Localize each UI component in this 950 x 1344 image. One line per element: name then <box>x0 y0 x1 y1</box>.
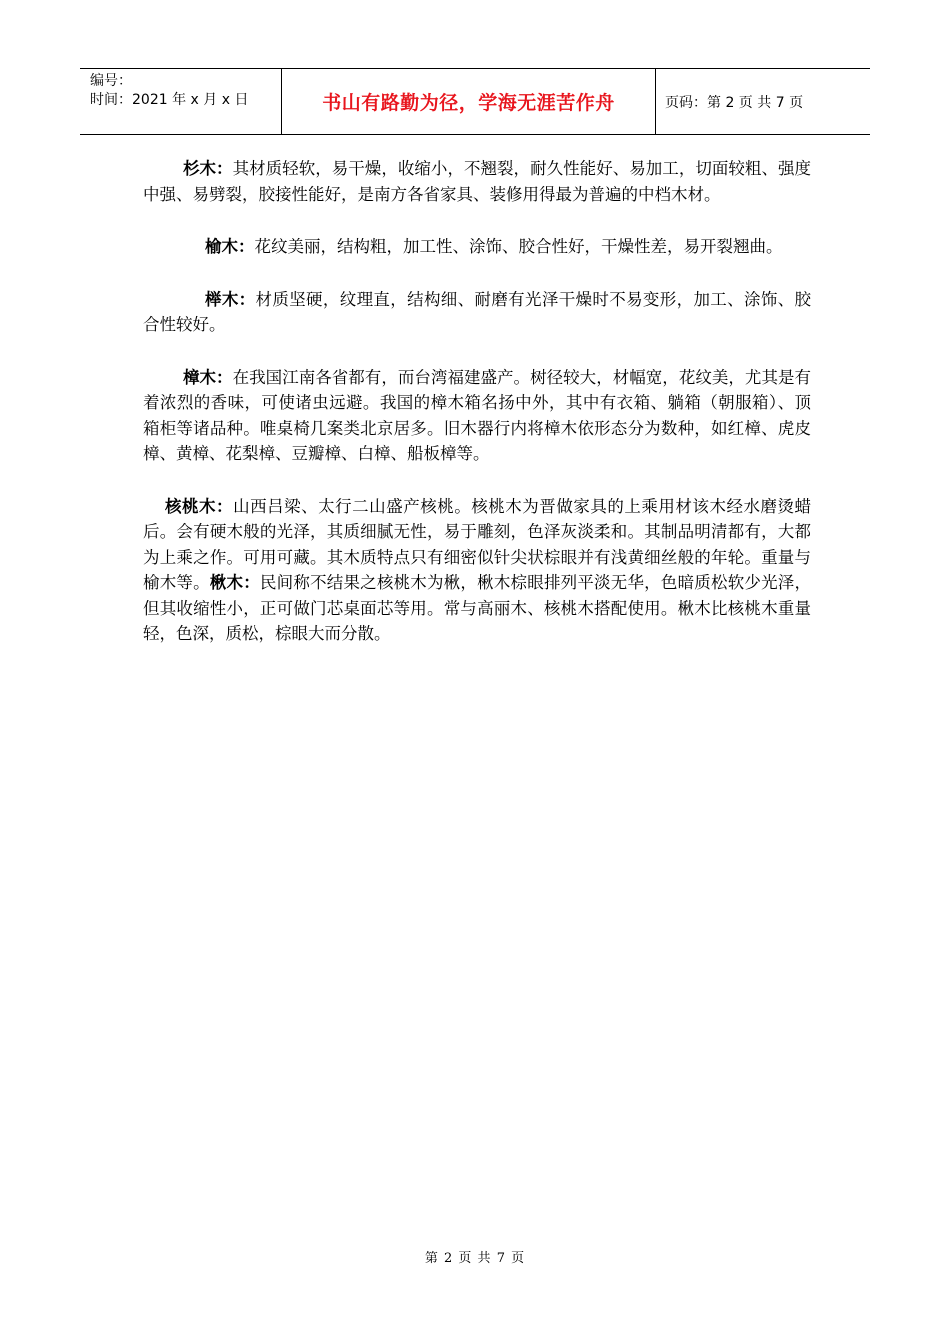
paragraph-text: 材质坚硬，纹理直，结构细、耐磨有光泽干燥时不易变形，加工、涂饰、胶合性较好。 <box>143 289 812 334</box>
document-date: 时间：2021 年 x 月 x 日 <box>90 92 249 108</box>
paragraph-text: 其材质轻软，易干燥，收缩小，不翘裂，耐久性能好、易加工，切面较粗、强度中强、易劈裂，胶接性能好，是南方各省家具、装修用得最为普遍的中档木材。 <box>143 159 812 204</box>
paragraph-text: 在我国江南各省都有，而台湾福建盛产。树径较大，材幅宽，花纹美，尤其是有着浓烈的香味，可使诸虫远避。我国的樟木箱名扬中外，其中有衣箱、躺箱（朝服箱）、顶箱柜等诸品种。唯桌椅几案类北京居多。旧木器行内将樟木依形态分为数种，如红樟、虎皮樟、黄樟、花梨樟、豆瓣樟、白樟、船板樟等。 <box>143 367 812 463</box>
page-footer: 第 2 页 共 7 页 <box>424 1251 526 1266</box>
term-heading-qiumu: 楸木： <box>209 573 260 592</box>
document-body <box>143 156 811 674</box>
paragraph-text-qiumu: 民间称不结果之核桃木为楸，楸木棕眼排列平淡无华，色暗质松软少光泽，但其收缩性小，正可做门芯桌面芯等用。常与高丽木、核桃木搭配使用。楸木比核桃木重量轻，色深，质松，棕眼大而分散。 <box>143 573 812 643</box>
paragraph-jumu <box>143 287 811 338</box>
term-heading: 榆木： <box>205 237 255 256</box>
paragraph-hetaomu <box>143 494 811 647</box>
header-page-info: 页码：第 2 页 共 7 页 <box>665 94 804 111</box>
term-heading: 杉木： <box>183 159 233 178</box>
paragraph-shanmu <box>143 156 811 207</box>
header-meta <box>80 69 282 134</box>
paragraph-zhangmu <box>143 365 811 467</box>
term-heading: 樟木： <box>183 367 233 387</box>
paragraph-text: 山西吕梁、太行二山盛产核桃。核桃木为晋做家具的上乘用材该木经水磨烫蜡后。会有硬木般的光泽，其质细腻无性，易于雕刻，色泽灰淡柔和。其制品明清都有，大都为上乘之作。可用可藏。其木质特点只有细密似针尖状棕眼并有浅黄细丝般的年轮。重量与榆木等。 <box>143 496 812 592</box>
term-heading: 榉木： <box>205 289 256 309</box>
document-number-label: 编号： <box>90 73 132 89</box>
term-heading: 核桃木： <box>165 496 234 516</box>
header-motto: 书山有路勤为径，学海无涯苦作舟 <box>282 69 656 134</box>
paragraph-text: 花纹美丽，结构粗，加工性、涂饰、胶合性好，干燥性差，易开裂翘曲。 <box>254 237 783 256</box>
paragraph-yumu <box>143 234 811 260</box>
page-header <box>80 68 870 135</box>
